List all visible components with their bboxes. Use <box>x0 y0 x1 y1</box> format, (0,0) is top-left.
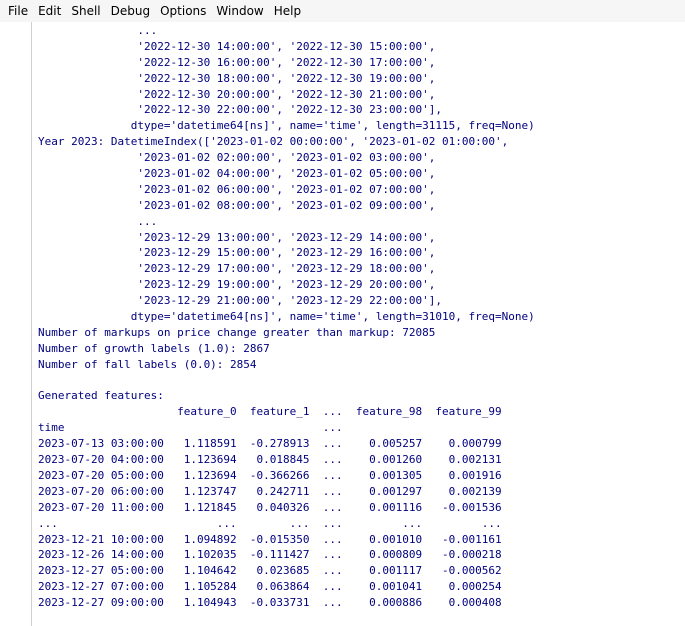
output-line: time ... <box>38 421 343 435</box>
menu-debug[interactable]: Debug <box>110 4 151 18</box>
output-line <box>38 373 678 389</box>
output-line: 2023-07-20 11:00:00 1.121845 0.040326 ... 0.001116 -0.001536 <box>38 500 502 514</box>
menu-file[interactable]: File <box>8 4 29 18</box>
output-line: 2023-12-27 07:00:00 1.105284 0.063864 ... 0.001041 0.000254 <box>38 580 502 594</box>
output-line: 2023-07-20 05:00:00 1.123694 -0.366266 ... 0.001305 0.001916 <box>38 468 502 482</box>
menu-bar <box>0 0 685 22</box>
output-line: ... <box>38 24 158 37</box>
output-line: 2023-07-13 03:00:00 1.118591 -0.278913 ... 0.005257 0.000799 <box>38 437 502 451</box>
output-line: 2023-12-27 09:00:00 1.104943 -0.033731 ... 0.000886 0.000408 <box>38 596 502 610</box>
output-line: Number of growth labels (1.0): 2867 <box>38 341 270 355</box>
menu-shell[interactable]: Shell <box>71 4 101 18</box>
shell-sidebar-gutter <box>0 22 32 626</box>
output-line: '2023-01-02 02:00:00', '2023-01-02 03:00:00', <box>38 151 436 165</box>
output-line: '2022-12-30 16:00:00', '2022-12-30 17:00:00', <box>38 55 436 69</box>
menu-edit[interactable]: Edit <box>38 4 62 18</box>
output-line: '2022-12-30 18:00:00', '2022-12-30 19:00:00', <box>38 71 436 85</box>
output-line: dtype='datetime64[ns]', name='time', length=31010, freq=None) <box>38 310 535 324</box>
shell-output[interactable] <box>38 23 678 611</box>
menu-help[interactable]: Help <box>273 4 302 18</box>
output-line: 2023-12-21 10:00:00 1.094892 -0.015350 ... 0.001010 -0.001161 <box>38 532 502 546</box>
output-line: 2023-12-27 05:00:00 1.104642 0.023685 ... 0.001117 -0.000562 <box>38 564 502 578</box>
output-line: feature_0 feature_1 ... feature_98 feature_99 <box>38 405 502 419</box>
output-line: '2022-12-30 20:00:00', '2022-12-30 21:00:00', <box>38 87 436 101</box>
output-line: '2023-12-29 13:00:00', '2023-12-29 14:00:00', <box>38 230 436 244</box>
output-line: '2023-12-29 21:00:00', '2023-12-29 22:00:00'], <box>38 294 442 308</box>
output-line: '2023-12-29 17:00:00', '2023-12-29 18:00:00', <box>38 262 436 276</box>
menu-options[interactable]: Options <box>160 4 207 18</box>
output-line: '2023-01-02 06:00:00', '2023-01-02 07:00:00', <box>38 182 436 196</box>
menu-window[interactable]: Window <box>216 4 264 18</box>
output-line: '2023-01-02 04:00:00', '2023-01-02 05:00:00', <box>38 167 436 181</box>
output-line: '2022-12-30 22:00:00', '2022-12-30 23:00:00'], <box>38 103 442 117</box>
output-line: '2023-01-02 08:00:00', '2023-01-02 09:00:00', <box>38 198 436 212</box>
output-line: '2022-12-30 14:00:00', '2022-12-30 15:00:00', <box>38 39 436 53</box>
output-line: dtype='datetime64[ns]', name='time', length=31115, freq=None) <box>38 119 535 133</box>
output-line: 2023-07-20 04:00:00 1.123694 0.018845 ... 0.001260 0.002131 <box>38 453 502 467</box>
output-line: 2023-12-26 14:00:00 1.102035 -0.111427 ... 0.000809 -0.000218 <box>38 548 502 562</box>
output-line: Generated features: <box>38 389 164 403</box>
output-line: Number of markups on price change greater than markup: 72085 <box>38 325 436 339</box>
output-line: ... ... ... ... ... ... <box>38 516 502 530</box>
output-line: '2023-12-29 19:00:00', '2023-12-29 20:00:00', <box>38 278 436 292</box>
output-line: 2023-07-20 06:00:00 1.123747 0.242711 ... 0.001297 0.002139 <box>38 484 502 498</box>
output-line: '2023-12-29 15:00:00', '2023-12-29 16:00:00', <box>38 246 436 260</box>
output-line: ... <box>38 214 158 228</box>
shell-window[interactable] <box>0 22 685 626</box>
output-line: Year 2023: DatetimeIndex(['2023-01-02 00:00:00', '2023-01-02 01:00:00', <box>38 135 509 149</box>
output-line: Number of fall labels (0.0): 2854 <box>38 357 257 371</box>
